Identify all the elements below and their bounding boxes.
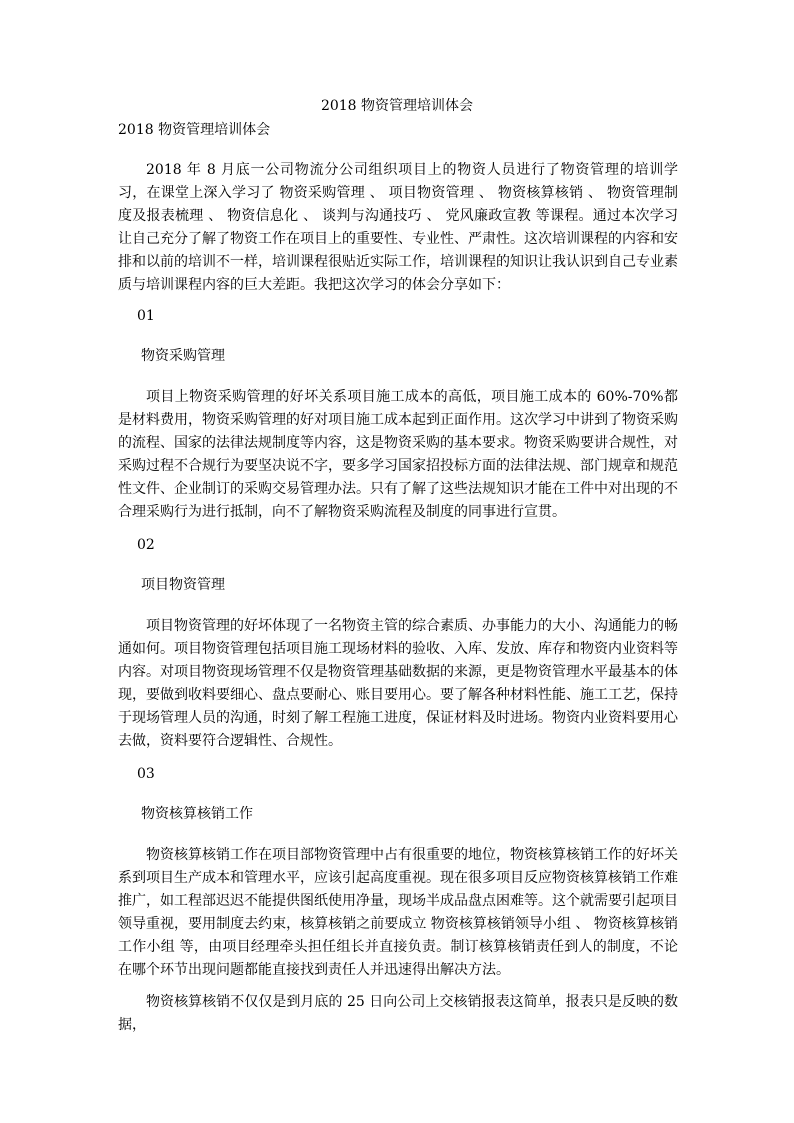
section-paragraph: 项目物资管理的好坏体现了一名物资主管的综合素质、办事能力的大小、沟通能力的畅通如何。项目物资管理包括项目施工现场材料的验收、入库、发放、库存和物资内业资料等内容。对项目物资现场管理不仅是物资管理基础数据的来源，更是物资管理水平最基本的体现，要做到收料要细心、盘点要耐心、账目要用心。要了解各种材料性能、施工工艺，保持于现场管理人员的沟通，时刻了解工程施工进度，保证材料及时进场。物资内业资料要用心去做，资料要符合逻辑性、合规性。 [118,618,678,749]
section-number: 01 [137,308,155,324]
section-number: 02 [137,537,155,553]
section-paragraph: 物资核算核销工作在项目部物资管理中占有很重要的地位，物资核算核销工作的好坏关系到项目生产成本和管理水平，应该引起高度重视。现在很多项目反应物资核算核销工作难推广，如工程部迟迟不能提供图纸使用净量，现场半成品盘点困难等。这个就需要引起项目领导重视，要用制度去约束，核算核销之前要成立 物资核算核销领导小组 、 物资核算核销工作小组 等，由项目经理牵头担任组长并直接负责。制订核算核销责任到人的制度，不论在哪个环节出现问题都能直接找到责任人并迅速得出解决方法。 [118,847,678,978]
section-number: 03 [137,766,155,782]
section-heading: 项目物资管理 [141,577,225,593]
section-paragraph: 项目上物资采购管理的好坏关系项目施工成本的高低，项目施工成本的 60%-70%都是材料费用，物资采购管理的好对项目施工成本起到正面作用。这次学习中讲到了物资采购的流程、国家的法律法规制度等内容，这是物资采购的基本要求。物资采购要讲合规性，对采购过程不合规行为要坚决说不字，要多学习国家招投标方面的法律法规、部门规章和规范性文件、企业制订的采购交易管理办法。只有了解了这些法规知识才能在工件中对出现的不合理采购行为进行抵制，向不了解物资采购流程及制度的同事进行宣贯。 [118,389,678,520]
section-heading: 物资核算核销工作 [141,806,253,822]
document-title: 2018 物资管理培训体会 [320,98,474,114]
document-subtitle: 2018 物资管理培训体会 [118,122,271,138]
section-paragraph: 物资核算核销不仅仅是到月底的 25 日向公司上交核销报表这简单，报表只是反映的数据， [118,994,678,1033]
section-heading: 物资采购管理 [141,348,225,364]
intro-paragraph: 2018 年 8 月底一公司物流分公司组织项目上的物资人员进行了物资管理的培训学习，在课堂上深入学习了 物资采购管理 、 项目物资管理 、 物资核算核销 、 物资管理制度及报表梳理 、 物资信息化 、 谈判与沟通技巧 、 党风廉政宣教 等课程。通过本次学习让自己充分了解了物资工作在项目上的重要性、专业性、严肃性。这次培训课程的内容和安排和以前的培训不一样，培训课程很贴近实际工作，培训课程的知识让我认识到自己专业素质与培训课程内容的巨大差距。我把这次学习的体会分享如下： [118,162,678,293]
